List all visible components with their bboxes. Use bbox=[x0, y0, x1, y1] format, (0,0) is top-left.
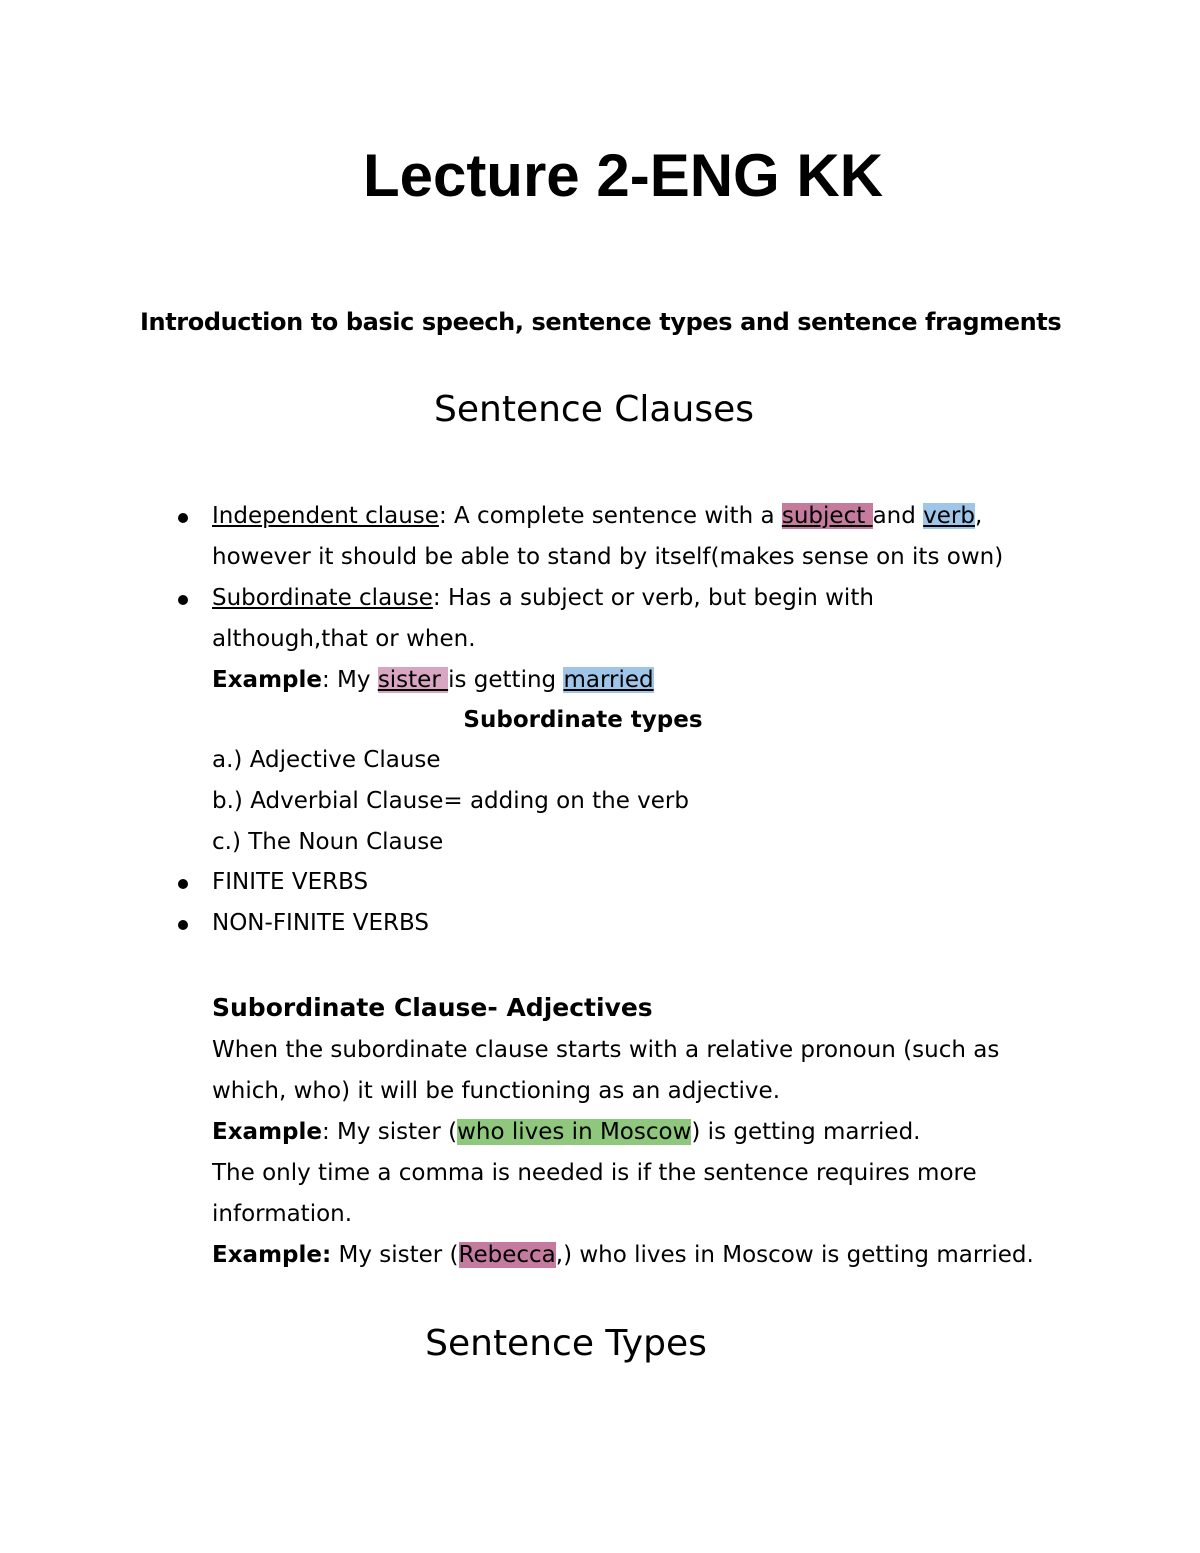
example-label: Example bbox=[212, 1119, 322, 1145]
example-line-2: Example: My sister (who lives in Moscow) is getting married. bbox=[212, 1119, 921, 1145]
subordinate-types-heading: Subordinate types bbox=[463, 707, 703, 733]
sister-highlight: sister bbox=[377, 667, 449, 693]
subject-highlight: subject bbox=[781, 503, 873, 529]
page-title: Lecture 2-ENG KK bbox=[362, 142, 884, 209]
finite-verbs-item: FINITE VERBS bbox=[212, 869, 369, 895]
bullet-dot bbox=[178, 879, 188, 889]
paragraph-line: which, who) it will be functioning as an adjective. bbox=[212, 1078, 781, 1104]
type-item: a.) Adjective Clause bbox=[212, 747, 441, 773]
subordinate-clause-line: Subordinate clause: Has a subject or verb, but begin with bbox=[212, 585, 874, 611]
subordinate-clause-term: Subordinate clause bbox=[212, 585, 433, 611]
subordinate-clause-line2: although,that or when. bbox=[212, 626, 476, 652]
heading-sentence-types: Sentence Types bbox=[425, 1323, 707, 1364]
non-finite-verbs-item: NON-FINITE VERBS bbox=[212, 910, 429, 936]
example-line-3: Example: My sister (Rebecca,) who lives in Moscow is getting married. bbox=[212, 1242, 1034, 1268]
heading-sentence-clauses: Sentence Clauses bbox=[434, 389, 754, 430]
type-item: b.) Adverbial Clause= adding on the verb bbox=[212, 788, 689, 814]
example-label: Example bbox=[212, 667, 322, 693]
rebecca-highlight: Rebecca bbox=[458, 1242, 556, 1268]
independent-clause-line: Independent clause: A complete sentence with a subject and verb, bbox=[212, 503, 983, 529]
example-line-1: Example: My sister is getting married bbox=[212, 667, 654, 693]
verb-highlight: verb bbox=[923, 503, 975, 529]
independent-clause-line2: however it should be able to stand by itself(makes sense on its own) bbox=[212, 544, 1004, 570]
independent-clause-term: Independent clause bbox=[212, 503, 439, 529]
type-item: c.) The Noun Clause bbox=[212, 829, 444, 855]
paragraph-line: When the subordinate clause starts with a relative pronoun (such as bbox=[212, 1037, 1000, 1063]
paragraph-line: information. bbox=[212, 1201, 353, 1227]
heading-subordinate-adjectives: Subordinate Clause- Adjectives bbox=[212, 993, 653, 1022]
example-label: Example: bbox=[212, 1242, 332, 1268]
page-subtitle: Introduction to basic speech, sentence types and sentence fragments bbox=[140, 308, 1062, 336]
bullet-dot bbox=[178, 513, 188, 523]
paragraph-line: The only time a comma is needed is if the sentence requires more bbox=[212, 1160, 977, 1186]
married-highlight: married bbox=[563, 667, 654, 693]
bullet-dot bbox=[178, 920, 188, 930]
bullet-dot bbox=[178, 595, 188, 605]
moscow-highlight: who lives in Moscow bbox=[457, 1119, 692, 1145]
